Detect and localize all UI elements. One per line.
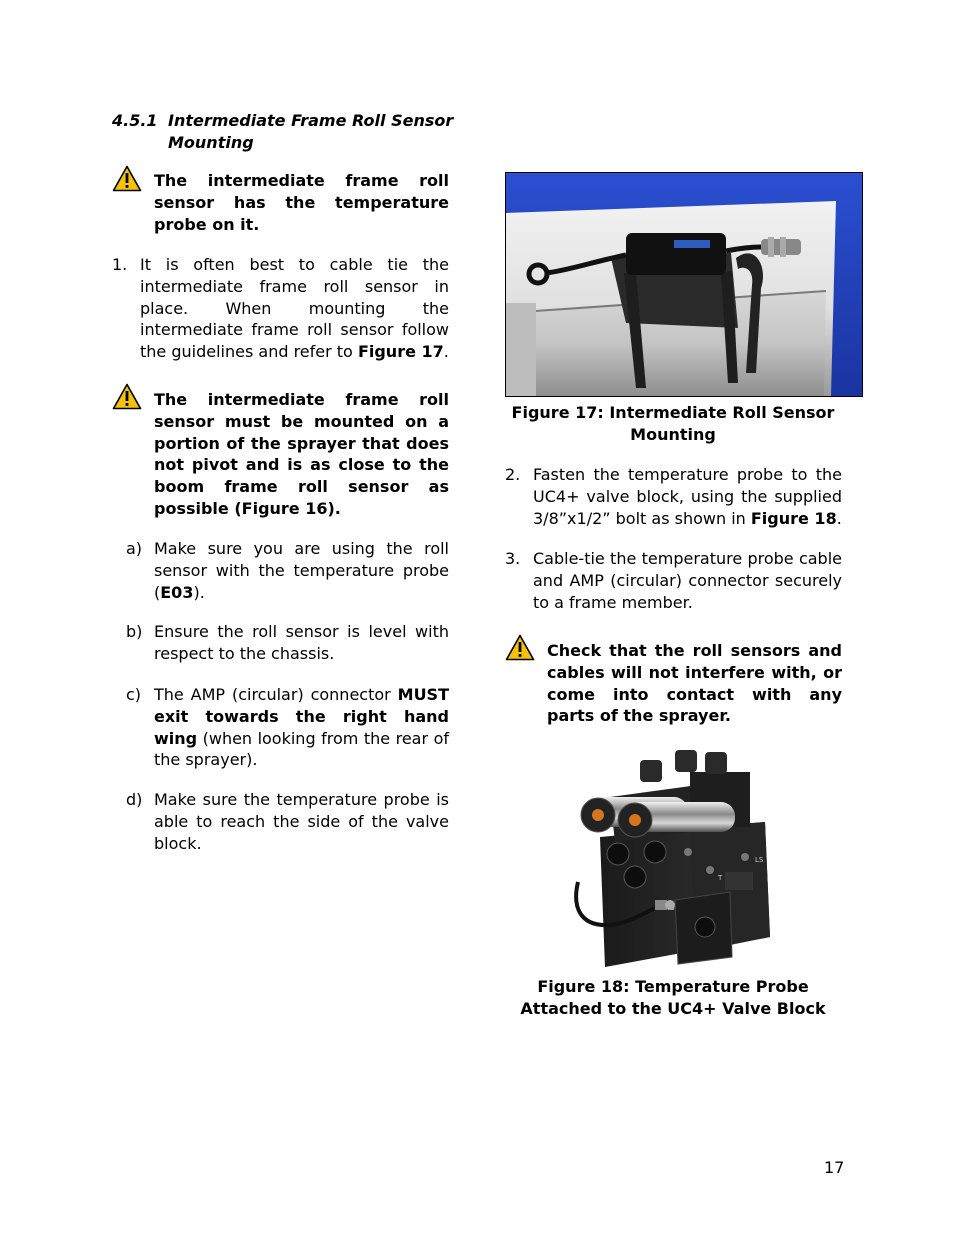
- step-2-end: .: [836, 508, 842, 528]
- sub-c-label: c): [126, 685, 142, 704]
- figure-17-caption-line2: Mounting: [630, 425, 716, 444]
- step-3-label: 3.: [505, 549, 521, 568]
- sub-a-code: E03: [160, 582, 194, 602]
- sub-b-text: Ensure the roll sensor is level with respect to the chassis.: [154, 622, 449, 663]
- figure-18-image: [570, 742, 775, 972]
- step-2-body: Fasten the temperature probe to the UC4+ valve block, using the supplied 3/8”x1/2” bolt as shown in: [533, 465, 842, 528]
- section-title-line1: Intermediate Frame Roll Sensor: [168, 111, 454, 130]
- figure-18-caption-line2: Attached to the UC4+ Valve Block: [520, 999, 826, 1018]
- section-title-line2: Mounting: [168, 133, 254, 152]
- figure-17-ref: Figure 17: [357, 342, 444, 362]
- sub-d-label: d): [126, 790, 143, 809]
- page-number: 17: [824, 1158, 845, 1177]
- port-label-ls: LS: [755, 856, 764, 864]
- sub-c-bold: MUST exit towards the right hand wing: [154, 685, 449, 748]
- warning-triangle-icon: [505, 634, 535, 661]
- figure-18-ref: Figure 18: [750, 508, 837, 528]
- sub-b-label: b): [126, 622, 143, 641]
- step-3-text: Cable-tie the temperature probe cable and AMP (circular) connector securely to a frame member.: [533, 549, 842, 612]
- step-1-label: 1.: [112, 255, 128, 274]
- warning-2-text: The intermediate frame roll sensor must be mounted on a portion of the sprayer that does not pivot and is as close to the boom frame roll sensor as possible (Figure 16).: [154, 390, 449, 518]
- warning-triangle-icon: [112, 165, 142, 192]
- figure-17-image: [505, 172, 863, 397]
- figure-17-caption: [505, 402, 841, 446]
- sub-a-label: a): [126, 539, 143, 558]
- figure-18-caption-line1: Figure 18: Temperature Probe: [537, 977, 809, 996]
- step-1-end: .: [443, 342, 449, 362]
- sub-a-body: Make sure you are using the roll sensor with the temperature probe (: [154, 539, 449, 602]
- step-1-body: It is often best to cable tie the intermediate frame roll sensor in place. When mounting the intermediate frame roll sensor follow the guidelines and refer to: [140, 255, 449, 362]
- sub-c-text: [154, 684, 449, 771]
- step-1-text: [140, 254, 449, 363]
- sub-c-pre: The AMP (circular) connector: [154, 685, 398, 704]
- step-2-label: 2.: [505, 465, 521, 484]
- section-number: 4.5.1: [112, 111, 158, 130]
- sub-a-text: [154, 538, 449, 603]
- figure-17-caption-line1: Figure 17: Intermediate Roll Sensor: [511, 403, 835, 422]
- sub-a-end: ).: [193, 582, 205, 602]
- port-label-t: T: [718, 874, 723, 882]
- step-2-text: [533, 464, 842, 529]
- warning-triangle-icon: [112, 383, 142, 410]
- sub-d-text: Make sure the temperature probe is able to reach the side of the valve block.: [154, 790, 449, 853]
- figure-18-caption: [505, 976, 841, 1020]
- warning-1-text: The intermediate frame roll sensor has the temperature probe on it.: [154, 171, 449, 234]
- warning-3-text: Check that the roll sensors and cables will not interfere with, or come into contact with any parts of the sprayer.: [547, 641, 842, 726]
- sub-c-post: (when looking from the rear of the sprayer).: [154, 728, 449, 770]
